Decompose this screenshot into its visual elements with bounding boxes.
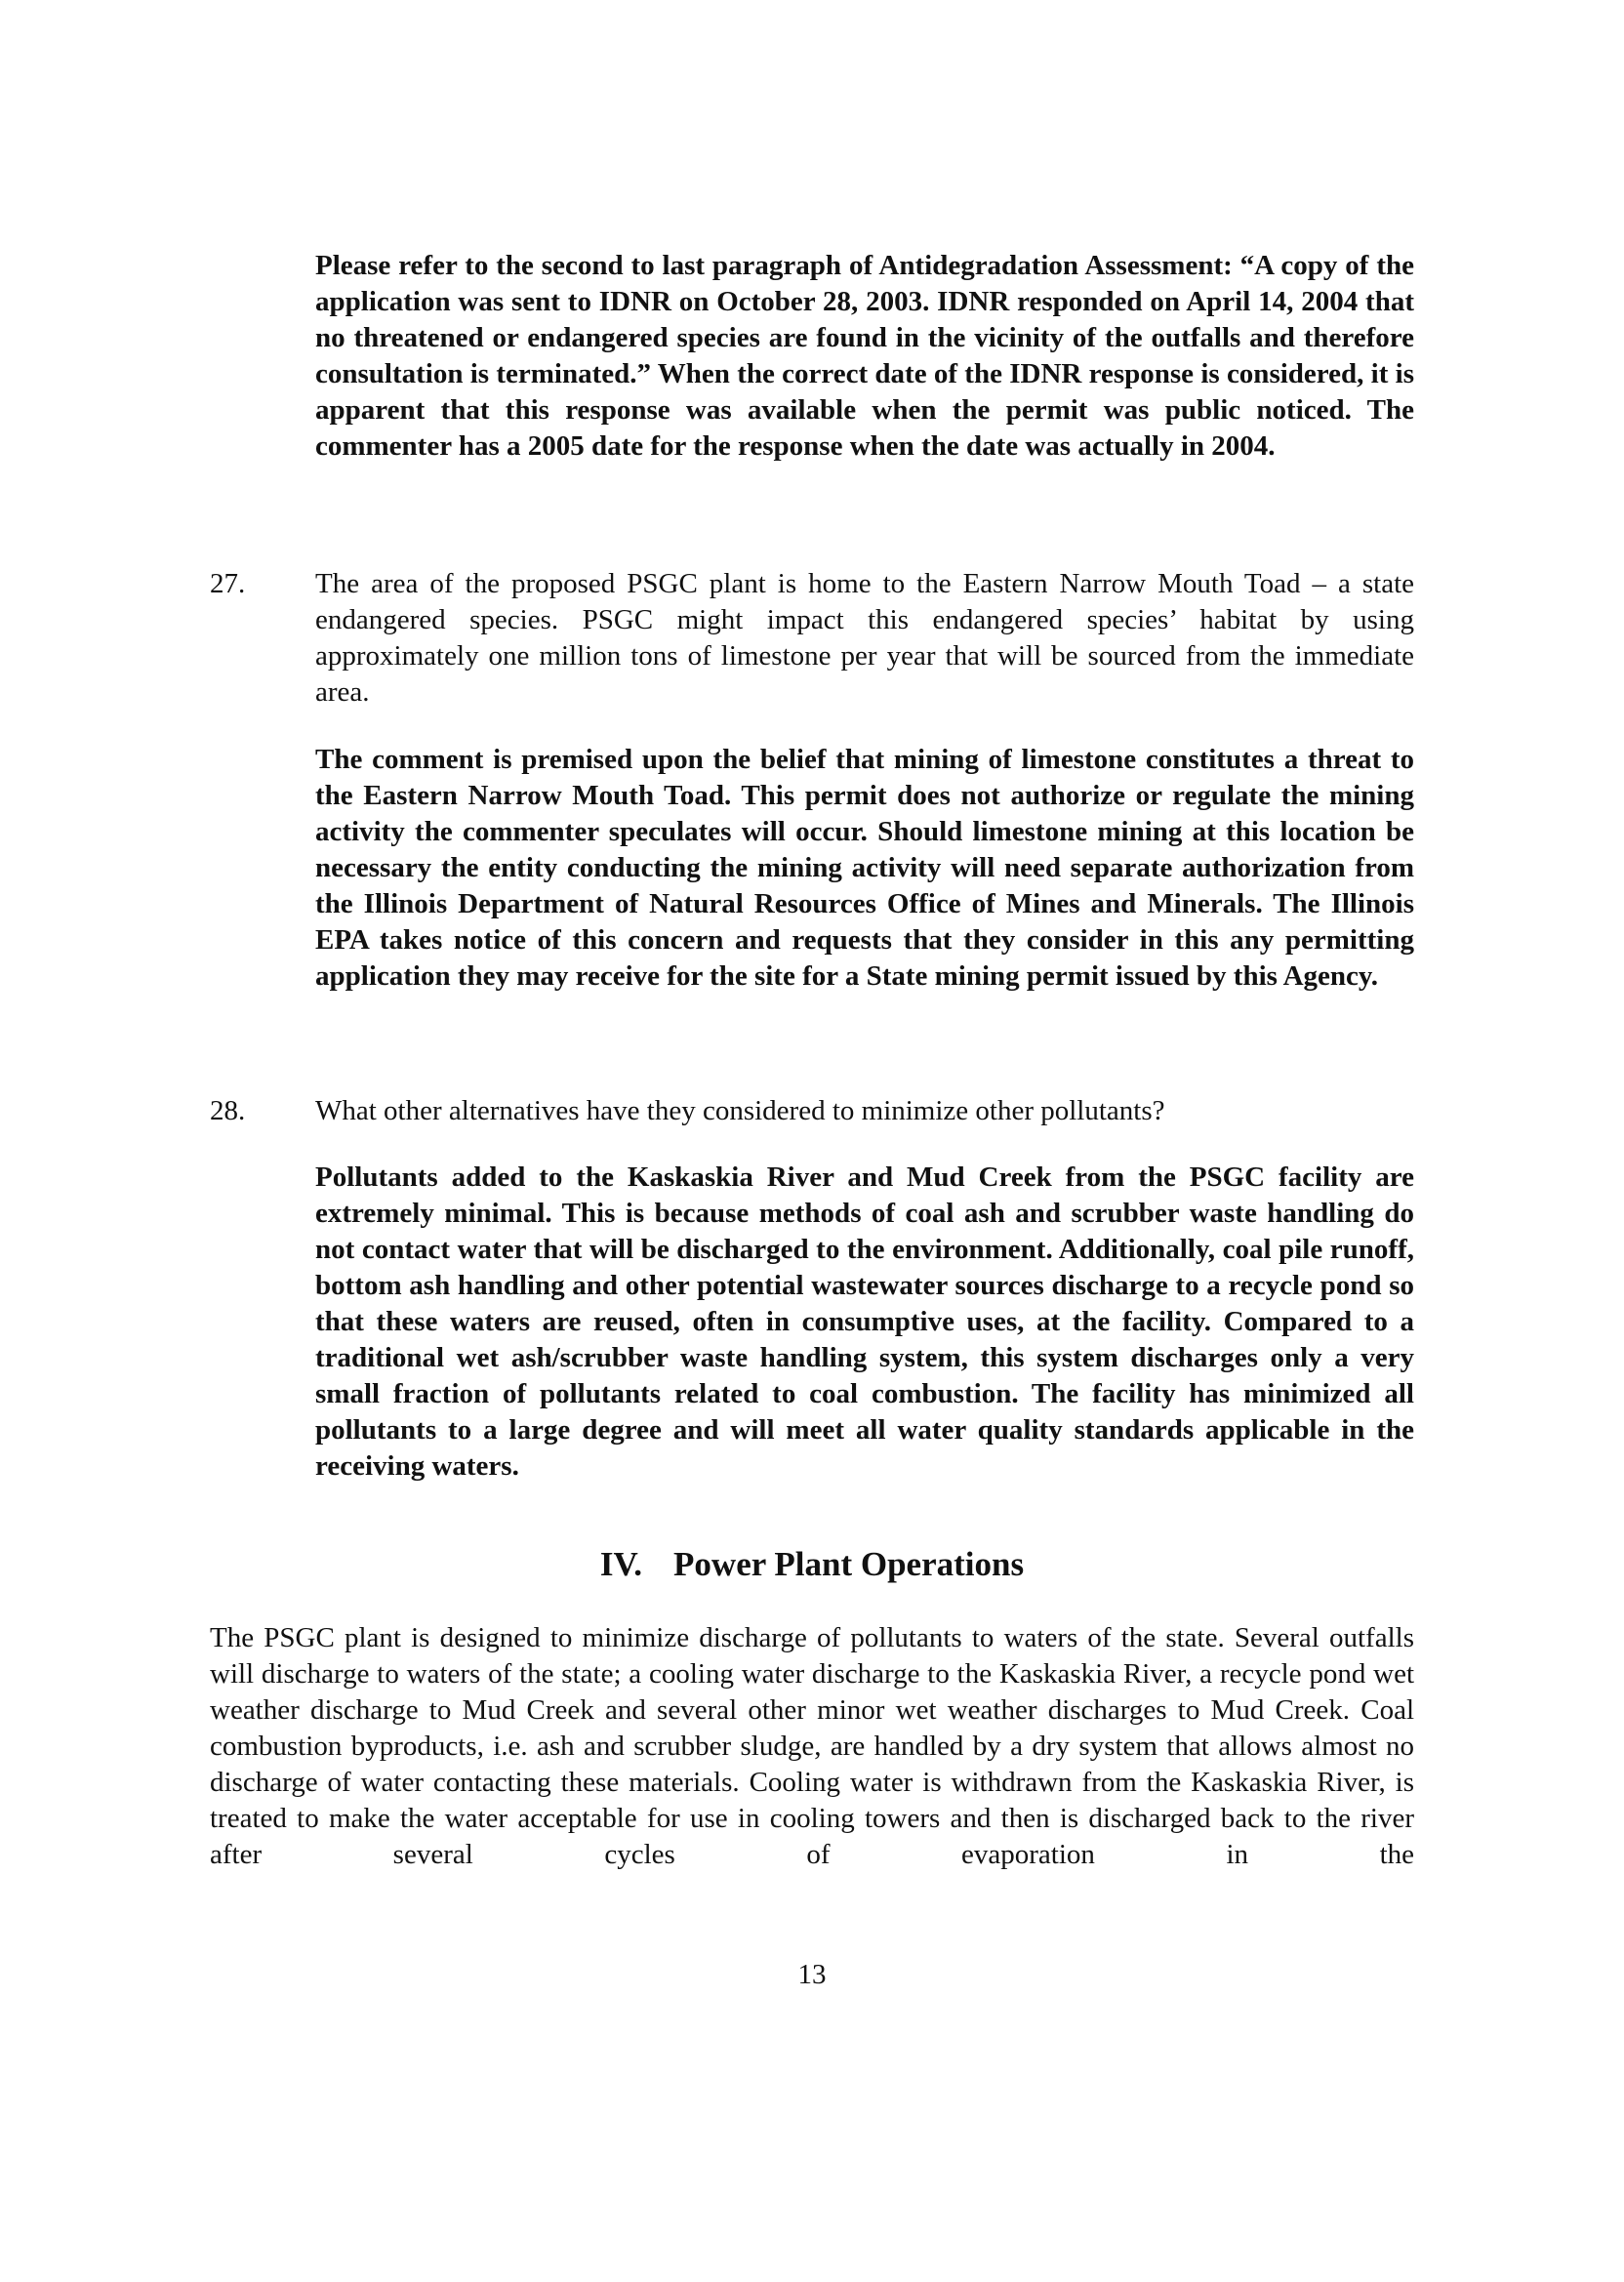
page-number: 13 [797, 1959, 827, 1990]
response-28-paragraph: Pollutants added to the Kaskaskia River and Mud Creek from the PSGC facility are extremely minimal. This is because methods of coal ash and scrubber waste handling do not contact water that will be discharged to the environment. Additionally, coal pile runoff, bottom ash handling and other potential wastewater sources discharge to a recycle pond so that these waters are reused, often in consumptive uses, at the facility. Compared to a traditional wet ash/scrubber waste handling system, this system discharges only a very small fraction of pollutants related to coal combustion. The facility has minimized all pollutants to a large degree and will meet all water quality standards applicable in the receiving waters. [315, 1161, 1414, 1482]
comment-27-text: The area of the proposed PSGC plant is home to the Eastern Narrow Mouth Toad – a state endangered species. PSGC might impact this endangered species’ habitat by using approximately one million tons of limestone per year that will be sourced from the immediate area. [315, 568, 1414, 708]
comment-27-number: 27. [210, 568, 246, 599]
comment-28-text: What other alternatives have they considered to minimize other pollutants? [315, 1095, 1165, 1126]
response-27-paragraph: The comment is premised upon the belief that mining of limestone constitutes a threat to the Eastern Narrow Mouth Toad. This permit does not authorize or regulate the mining activity the commenter speculates will occur. Should limestone mining at this location be necessary the entity conducting the mining activity will need separate authorization from the Illinois Department of Natural Resources Office of Mines and Minerals. The Illinois EPA takes notice of this concern and requests that they consider in this any permitting application they may receive for the site for a State mining permit issued by this Agency. [315, 744, 1414, 992]
section-body-paragraph: The PSGC plant is designed to minimize discharge of pollutants to waters of the state. Several outfalls will discharge to waters of the state; a cooling water discharge to the Kaskaskia River, a recycle pond wet weather discharge to Mud Creek and several other minor wet weather discharges to Mud Creek. Coal combustion byproducts, i.e. ash and scrubber sludge, are handled by a dry system that allows almost no discharge of water contacting these materials. Cooling water is withdrawn from the Kaskaskia River, is treated to make the water acceptable for use in cooling towers and then is discharged back to the river after several cycles of evaporation in the [210, 1622, 1414, 1870]
section-heading [0, 1544, 1624, 1585]
section-title: Power Plant Operations [673, 1545, 1025, 1583]
comment-28-number: 28. [210, 1095, 246, 1126]
response-26-paragraph: Please refer to the second to last paragraph of Antidegradation Assessment: “A copy of the application was sent to IDNR on October 28, 2003. IDNR responded on April 14, 2004 that no threatened or endangered species are found in the vicinity of the outfalls and therefore consultation is terminated.” When the correct date of the IDNR response is considered, it is apparent that this response was available when the permit was public noticed. The commenter has a 2005 date for the response when the date was actually in 2004. [315, 250, 1414, 462]
section-roman-numeral: IV. [599, 1545, 643, 1583]
